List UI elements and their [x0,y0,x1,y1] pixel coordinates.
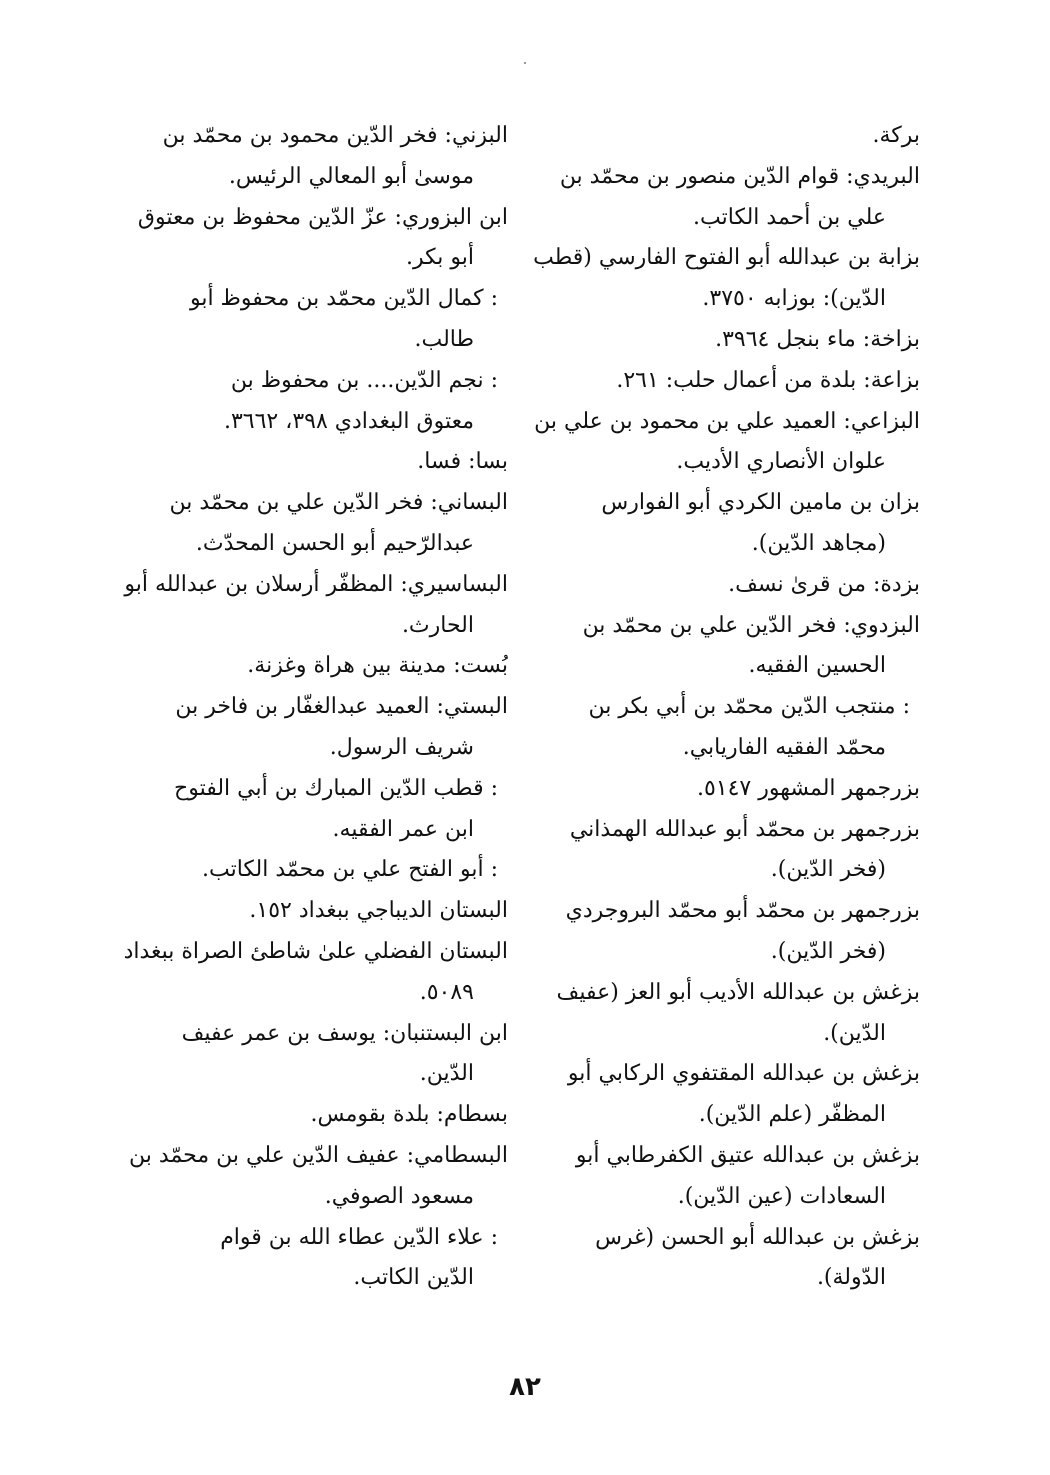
index-entry [512,891,920,973]
entry-continuation-line: موسىٰ أبو المعالي الرئيس. [228,163,474,189]
index-entry [512,320,920,361]
entry-headword-line: بزرجمهر بن محمّد أبو محمّد البروجردي [565,898,920,924]
entry-headword-line: ابن البزوري: عزّ الدّين محفوظ بن معتوق [137,204,508,230]
entry-continuation-line: ابن عمر الفقيه. [332,816,474,842]
entry-continuation-line: (مجاهد الدّين). [751,530,886,556]
entry-headword-line: بزاخة: ماء بنجل ٣٩٦٤. [715,326,920,352]
entry-headword-line: : علاء الدّين عطاء الله بن قوام [220,1224,498,1250]
entry-continuation-line: طالب. [414,326,474,352]
entry-continuation-line: معتوق البغدادي ٣٩٨، ٣٦٦٢. [223,408,474,434]
entry-headword-line: بزغش بن عبدالله المقتفوي الركابي أبو [567,1061,920,1087]
entry-headword-line: : نجم الدّين.... بن محفوظ بن [230,367,498,393]
entry-continuation-line: المظفّر (علم الدّين). [698,1102,886,1128]
index-entry [512,157,920,239]
index-column-right [512,116,920,1299]
index-entry [100,850,508,891]
entry-headword-line: بسطام: بلدة بقومس. [310,1102,508,1128]
index-entry [100,687,508,769]
index-entry [512,116,920,157]
entry-continuation-line: (فخر الدّين). [770,938,886,964]
entry-headword-line: : أبو الفتح علي بن محمّد الكاتب. [201,857,498,883]
index-entry [512,973,920,1055]
index-entry [100,1218,508,1300]
entry-continuation-line: الدّين. [419,1061,474,1087]
index-entry [512,606,920,688]
entry-headword-line: البسطامي: عفيف الدّين علي بن محمّد بن [129,1142,508,1168]
index-column-left [100,116,508,1299]
entry-continuation-line: الدّين الكاتب. [353,1265,474,1291]
index-entry [100,565,508,647]
index-entry [100,932,508,1014]
entry-headword-line: البزاعي: العميد علي بن محمود بن علي بن [534,408,920,434]
entry-continuation-line: السعادات (عين الدّين). [677,1183,886,1209]
index-entry [512,361,920,402]
index-entry [100,646,508,687]
entry-headword-line: ابن البستنبان: يوسف بن عمر عفيف [181,1020,508,1046]
index-entry [100,442,508,483]
index-entry [512,1054,920,1136]
entry-headword-line: البزدوي: فخر الدّين علي بن محمّد بن [582,612,920,638]
entry-continuation-line: أبو بكر. [406,245,474,271]
entry-continuation-line: محمّد الفقيه الفاريابي. [682,734,886,760]
entry-headword-line: البستان الديباجي ببغداد ١٥٢. [249,898,508,924]
entry-headword-line: بركة. [872,123,920,148]
entry-headword-line: بزدة: من قرىٰ نسف. [728,571,920,597]
entry-headword-line: : قطب الدّين المبارك بن أبي الفتوح [174,775,498,801]
index-entry [512,238,920,320]
entry-headword-line: البستان الفضلي علىٰ شاطئ الصراة ببغداد [123,938,508,964]
index-entry [512,402,920,484]
entry-continuation-line: الدّين). [823,1020,886,1046]
entry-headword-line: البساني: فخر الدّين علي بن محمّد بن [169,490,508,516]
index-entry [512,565,920,606]
entry-headword-line: بزرجمهر بن محمّد أبو عبدالله الهمذاني [569,816,920,842]
entry-continuation-line: الحسين الفقيه. [748,653,886,679]
entry-headword-line: بزابة بن عبدالله أبو الفتوح الفارسي (قطب [533,245,920,271]
entry-headword-line: بُست: مدينة بين هراة وغزنة. [247,653,508,679]
entry-continuation-line: ٥٠٨٩. [419,979,474,1005]
index-entry [100,1014,508,1096]
index-entry [100,1136,508,1218]
entry-headword-line: بزغش بن عبدالله أبو الحسن (غرس [595,1224,920,1250]
page-number: ٨٢ [509,1372,541,1402]
entry-headword-line: البساسيري: المظفّر أرسلان بن عبدالله أبو [124,571,508,597]
index-entry [100,361,508,443]
index-entry [512,1218,920,1300]
entry-continuation-line: عبدالرّحيم أبو الحسن المحدّث. [195,530,474,556]
entry-headword-line: البزني: فخر الدّين محمود بن محمّد بن [162,123,508,148]
index-entry [512,483,920,565]
entry-headword-line: بزرجمهر المشهور ٥١٤٧. [696,775,920,801]
entry-continuation-line: الدّولة). [816,1265,886,1291]
index-entry [100,483,508,565]
entry-continuation-line: الحارث. [401,612,474,638]
entry-headword-line: بزغش بن عبدالله الأديب أبو العز (عفيف [556,979,920,1005]
index-entry [100,769,508,851]
entry-continuation-line: شريف الرسول. [329,734,474,760]
index-entry [100,1095,508,1136]
index-entry [100,116,508,198]
entry-continuation-line: علوان الأنصاري الأديب. [676,449,886,475]
entry-headword-line: بزغش بن عبدالله عتيق الكفرطابي أبو [575,1142,920,1168]
entry-continuation-line: (فخر الدّين). [770,857,886,883]
page-dot [524,62,526,64]
index-entry [100,198,508,280]
index-entry [512,687,920,769]
entry-headword-line: البستي: العميد عبدالغفّار بن فاخر بن [175,694,508,720]
index-entry [512,769,920,810]
index-entry [512,1136,920,1218]
entry-headword-line: بزان بن مامين الكردي أبو الفوارس [601,490,920,516]
entry-continuation-line: مسعود الصوفي. [324,1183,474,1209]
entry-headword-line: البريدي: قوام الدّين منصور بن محمّد بن [559,163,920,189]
entry-headword-line: : كمال الدّين محمّد بن محفوظ أبو [189,286,498,312]
index-entry [512,810,920,892]
index-entry [100,891,508,932]
entry-headword-line: : منتجب الدّين محمّد بن أبي بكر بن [588,694,910,720]
entry-headword-line: بسا: فسا. [417,449,508,475]
index-entry [100,279,508,361]
entry-continuation-line: الدّين): بوزابه ٣٧٥٠. [702,286,886,312]
entry-continuation-line: علي بن أحمد الكاتب. [693,204,886,230]
entry-headword-line: بزاعة: بلدة من أعمال حلب: ٢٦١. [616,367,920,393]
